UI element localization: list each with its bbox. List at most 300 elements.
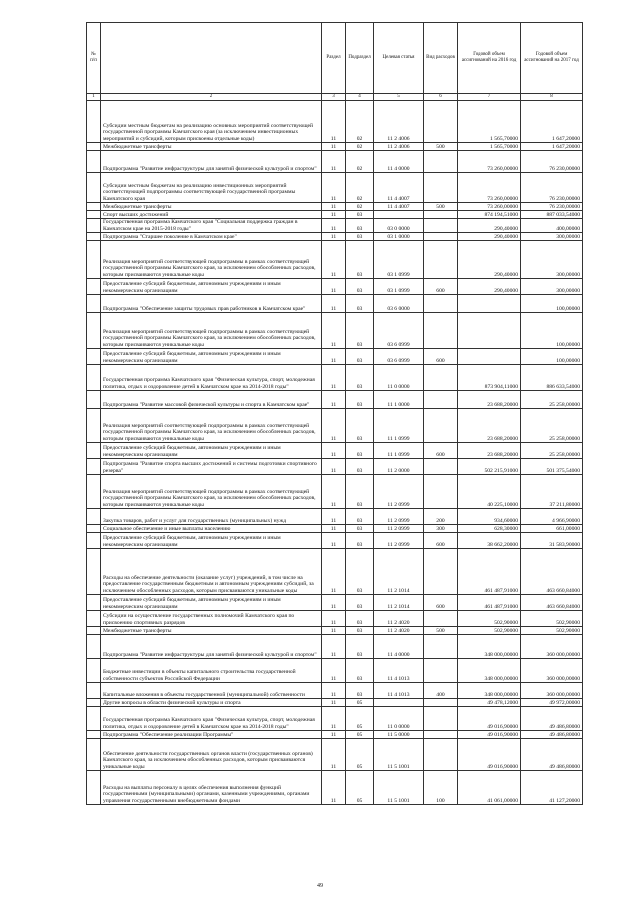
amount-2016-cell: 40 225,10000 (458, 475, 521, 509)
razdel-cell: 11 (322, 211, 346, 219)
podrazdel-cell: 05 (346, 731, 374, 739)
amount-2016-cell: 38 662,20000 (458, 533, 521, 549)
podrazdel-cell: 02 (346, 173, 374, 203)
vid-cell (424, 731, 458, 739)
num-cell (87, 611, 101, 627)
podrazdel-cell: 05 (346, 739, 374, 771)
amount-2017-cell: 76 230,00000 (521, 173, 583, 203)
num-cell (87, 219, 101, 233)
index-cell: 7 (458, 94, 521, 101)
target-cell: 11 4 1013 (374, 683, 424, 699)
razdel-cell: 11 (322, 313, 346, 349)
name-cell: Межбюджетные трансферты (101, 627, 322, 635)
vid-cell (424, 699, 458, 707)
razdel-cell: 11 (322, 635, 346, 659)
podrazdel-cell: 03 (346, 365, 374, 391)
name-cell: Межбюджетные трансферты (101, 203, 322, 211)
target-cell: 11 2 4020 (374, 611, 424, 627)
razdel-cell: 11 (322, 443, 346, 459)
amount-2016-cell: 73 260,00000 (458, 173, 521, 203)
num-cell (87, 295, 101, 313)
razdel-cell: 11 (322, 595, 346, 611)
target-cell: 11 1 0999 (374, 443, 424, 459)
num-cell (87, 349, 101, 365)
amount-2017-cell: 463 660,84000 (521, 549, 583, 595)
name-cell: Реализация мероприятий соответствующей подпрограммы в рамках соответствующей государственной программы Камчатского края, за исключением обособленных расходов, которым присваиваются уникальные коды (101, 241, 322, 279)
target-cell: 03 0 0000 (374, 219, 424, 233)
num-cell (87, 707, 101, 731)
name-cell: Субсидии на осуществление государственных полномочий Камчатского края по присвоению спортивных разрядов (101, 611, 322, 627)
vid-cell: 500 (424, 627, 458, 635)
vid-cell (424, 295, 458, 313)
amount-2017-cell: 501 375,54000 (521, 459, 583, 475)
amount-2017-cell: 661,00000 (521, 525, 583, 533)
target-cell: 03 1 0000 (374, 233, 424, 241)
table-row (87, 533, 583, 549)
razdel-cell: 11 (322, 707, 346, 731)
target-cell: 11 1 0999 (374, 409, 424, 443)
vid-cell (424, 611, 458, 627)
header-razdel: Раздел (322, 23, 346, 94)
razdel-cell: 11 (322, 459, 346, 475)
num-cell (87, 443, 101, 459)
vid-cell (424, 233, 458, 241)
amount-2017-cell: 360 000,00000 (521, 635, 583, 659)
podrazdel-cell: 03 (346, 525, 374, 533)
vid-cell (424, 219, 458, 233)
podrazdel-cell: 03 (346, 683, 374, 699)
target-cell: 11 2 4006 (374, 143, 424, 151)
table-row (87, 731, 583, 739)
target-cell: 11 2 0000 (374, 459, 424, 475)
index-cell: 3 (322, 94, 346, 101)
razdel-cell: 11 (322, 143, 346, 151)
amount-2016-cell: 1 565,70000 (458, 101, 521, 143)
vid-cell: 300 (424, 525, 458, 533)
table-row (87, 295, 583, 313)
num-cell (87, 313, 101, 349)
name-cell: Реализация мероприятий соответствующей подпрограммы в рамках соответствующей государственной программы Камчатского края, за исключением обособленных расходов, которым присваиваются уникальные коды (101, 313, 322, 349)
vid-cell: 400 (424, 683, 458, 699)
amount-2017-cell: 31 583,90000 (521, 533, 583, 549)
amount-2016-cell: 1 565,70000 (458, 143, 521, 151)
podrazdel-cell: 03 (346, 509, 374, 525)
podrazdel-cell: 03 (346, 295, 374, 313)
num-cell (87, 525, 101, 533)
razdel-cell: 11 (322, 659, 346, 683)
target-cell: 11 4 0000 (374, 151, 424, 173)
page-number: 49 (317, 883, 323, 889)
target-cell: 03 6 0999 (374, 313, 424, 349)
table-row (87, 739, 583, 771)
amount-2017-cell: 100,00000 (521, 349, 583, 365)
amount-2017-cell: 502,90000 (521, 611, 583, 627)
razdel-cell: 11 (322, 173, 346, 203)
name-cell: Подпрограмма "Обеспечение защиты трудовых прав работников в Камчатском крае" (101, 295, 322, 313)
target-cell (374, 211, 424, 219)
num-cell (87, 151, 101, 173)
amount-2017-cell: 41 127,20000 (521, 771, 583, 805)
target-cell: 03 1 0999 (374, 241, 424, 279)
podrazdel-cell: 05 (346, 771, 374, 805)
vid-cell (424, 707, 458, 731)
table-row (87, 233, 583, 241)
razdel-cell: 11 (322, 151, 346, 173)
name-cell: Подпрограмма "Обеспечение реализации Программы" (101, 731, 322, 739)
table-row (87, 549, 583, 595)
podrazdel-cell: 03 (346, 475, 374, 509)
amount-2016-cell: 348 000,00000 (458, 635, 521, 659)
amount-2016-cell: 934,60000 (458, 509, 521, 525)
amount-2017-cell: 502,90000 (521, 627, 583, 635)
vid-cell (424, 241, 458, 279)
amount-2017-cell: 100,00000 (521, 313, 583, 349)
razdel-cell: 11 (322, 279, 346, 295)
vid-cell (424, 409, 458, 443)
podrazdel-cell: 03 (346, 635, 374, 659)
amount-2017-cell: 25 258,00000 (521, 391, 583, 409)
table-row (87, 173, 583, 203)
table-row (87, 203, 583, 211)
name-cell: Предоставление субсидий бюджетным, автономным учреждениям и иным некоммерческим организациям (101, 349, 322, 365)
num-cell (87, 233, 101, 241)
razdel-cell: 11 (322, 241, 346, 279)
podrazdel-cell: 03 (346, 611, 374, 627)
razdel-cell: 11 (322, 533, 346, 549)
amount-2016-cell: 348 000,00000 (458, 659, 521, 683)
amount-2016-cell: 290,40000 (458, 233, 521, 241)
podrazdel-cell: 03 (346, 659, 374, 683)
num-cell (87, 365, 101, 391)
index-cell: 2 (101, 94, 322, 101)
razdel-cell: 11 (322, 349, 346, 365)
podrazdel-cell: 03 (346, 533, 374, 549)
num-cell (87, 635, 101, 659)
name-cell: Подпрограмма "Развитие инфраструктуры для занятий физической культурой и спортом" (101, 151, 322, 173)
amount-2017-cell: 360 000,00000 (521, 659, 583, 683)
amount-2016-cell: 873 904,11000 (458, 365, 521, 391)
target-cell: 11 5 1001 (374, 771, 424, 805)
amount-2016-cell: 290,40000 (458, 241, 521, 279)
name-cell: Обеспечение деятельности государственных органов власти (государственных органов) Камчатского края, за исключением обособленных расходов, которым присваиваются уникальные коды (101, 739, 322, 771)
amount-2016-cell: 874 194,51000 (458, 211, 521, 219)
num-cell (87, 627, 101, 635)
header-2016: Годовой объем ассигнований на 2016 год (458, 23, 521, 94)
amount-2017-cell: 300,00000 (521, 279, 583, 295)
target-cell: 11 4 4007 (374, 173, 424, 203)
amount-2016-cell: 461 487,91000 (458, 595, 521, 611)
name-cell: Межбюджетные трансферты (101, 143, 322, 151)
name-cell: Капитальные вложения в объекты государственной (муниципальной) собственности (101, 683, 322, 699)
amount-2017-cell: 76 230,00000 (521, 151, 583, 173)
vid-cell (424, 211, 458, 219)
amount-2016-cell: 461 487,91000 (458, 549, 521, 595)
target-cell: 11 2 0999 (374, 509, 424, 525)
razdel-cell: 11 (322, 233, 346, 241)
num-cell (87, 203, 101, 211)
vid-cell: 500 (424, 203, 458, 211)
num-cell (87, 683, 101, 699)
name-cell: Расходы на выплаты персоналу в целях обеспечения выполнения функций государственными (муниципальными) органами, казенными учреждениями, органами управления государственными внебюджетными фондами (101, 771, 322, 805)
num-cell (87, 533, 101, 549)
amount-2017-cell: 1 647,20000 (521, 101, 583, 143)
target-cell: 03 1 0999 (374, 279, 424, 295)
name-cell: Государственная программа Камчатского края "Физическая культура, спорт, молодежная политика, отдых и оздоровление детей в Камчатском крае на 2014-2018 годы" (101, 365, 322, 391)
amount-2017-cell: 37 211,80000 (521, 475, 583, 509)
table-row (87, 151, 583, 173)
target-cell: 11 2 0999 (374, 475, 424, 509)
amount-2016-cell: 502 215,91000 (458, 459, 521, 475)
num-cell (87, 459, 101, 475)
amount-2017-cell: 76 230,00000 (521, 203, 583, 211)
num-cell (87, 731, 101, 739)
vid-cell (424, 313, 458, 349)
amount-2017-cell: 400,00000 (521, 219, 583, 233)
amount-2016-cell: 502,90000 (458, 611, 521, 627)
razdel-cell: 11 (322, 409, 346, 443)
num-cell (87, 739, 101, 771)
amount-2017-cell: 4 966,90000 (521, 509, 583, 525)
razdel-cell: 11 (322, 611, 346, 627)
razdel-cell: 11 (322, 549, 346, 595)
amount-2016-cell: 628,30000 (458, 525, 521, 533)
name-cell: Закупка товаров, работ и услуг для государственных (муниципальных) нужд (101, 509, 322, 525)
amount-2016-cell: 49 016,90000 (458, 707, 521, 731)
podrazdel-cell: 05 (346, 707, 374, 731)
amount-2016-cell (458, 295, 521, 313)
table-row (87, 219, 583, 233)
name-cell: Субсидии местным бюджетам на реализацию инвестиционных мероприятий соответствующей подпрограммы соответствующей государственной программы Камчатского края (101, 173, 322, 203)
amount-2016-cell: 49 016,90000 (458, 731, 521, 739)
target-cell: 03 6 0999 (374, 349, 424, 365)
budget-table (86, 22, 583, 805)
razdel-cell: 11 (322, 699, 346, 707)
num-cell (87, 211, 101, 219)
amount-2016-cell: 290,40000 (458, 219, 521, 233)
name-cell: Подпрограмма "Развитие инфраструктуры для занятий физической культурой и спортом" (101, 635, 322, 659)
amount-2017-cell: 887 033,54000 (521, 211, 583, 219)
table-row (87, 101, 583, 143)
num-cell (87, 699, 101, 707)
name-cell: Предоставление субсидий бюджетным, автономным учреждениям и иным некоммерческим организациям (101, 279, 322, 295)
num-cell (87, 475, 101, 509)
razdel-cell: 11 (322, 627, 346, 635)
name-cell: Спорт высших достижений (101, 211, 322, 219)
table-row (87, 475, 583, 509)
num-cell (87, 549, 101, 595)
podrazdel-cell: 03 (346, 279, 374, 295)
table-row (87, 241, 583, 279)
table-row (87, 635, 583, 659)
razdel-cell: 11 (322, 509, 346, 525)
table-row (87, 525, 583, 533)
target-cell: 11 2 0999 (374, 533, 424, 549)
amount-2017-cell: 360 000,00000 (521, 683, 583, 699)
amount-2016-cell: 49 016,90000 (458, 739, 521, 771)
vid-cell: 600 (424, 349, 458, 365)
amount-2016-cell: 290,40000 (458, 279, 521, 295)
amount-2016-cell: 23 688,20000 (458, 443, 521, 459)
amount-2016-cell: 73 260,00000 (458, 203, 521, 211)
table-row (87, 683, 583, 699)
name-cell: Государственная программа Камчатского края "Социальная поддержка граждан в Камчатском крае на 2015-2018 годы" (101, 219, 322, 233)
razdel-cell: 11 (322, 731, 346, 739)
podrazdel-cell: 02 (346, 143, 374, 151)
podrazdel-cell: 02 (346, 151, 374, 173)
header-target: Целевая статья (374, 23, 424, 94)
razdel-cell: 11 (322, 391, 346, 409)
table-row (87, 279, 583, 295)
vid-cell: 200 (424, 509, 458, 525)
header-num: № п/п (87, 23, 101, 94)
target-cell: 11 4 1013 (374, 659, 424, 683)
razdel-cell: 11 (322, 365, 346, 391)
num-cell (87, 595, 101, 611)
amount-2016-cell: 41 061,00000 (458, 771, 521, 805)
table-row (87, 459, 583, 475)
table-row (87, 771, 583, 805)
header-row (87, 23, 583, 94)
header-name (101, 23, 322, 94)
podrazdel-cell: 03 (346, 627, 374, 635)
name-cell: Расходы на обеспечение деятельности (оказание услуг) учреждений, в том числе на предоставление государственным бюджетным и автономным учреждениям субсидий, за исключением обособленных расходов, которым присваиваются уникальные коды (101, 549, 322, 595)
razdel-cell: 11 (322, 101, 346, 143)
target-cell: 11 1 0000 (374, 391, 424, 409)
amount-2017-cell: 300,00000 (521, 241, 583, 279)
target-cell: 11 5 0000 (374, 731, 424, 739)
name-cell: Государственная программа Камчатского края "Физическая культура, спорт, молодежная политика, отдых и оздоровление детей в Камчатском крае на 2014-2018 годы" (101, 707, 322, 731)
podrazdel-cell: 03 (346, 549, 374, 595)
podrazdel-cell: 03 (346, 211, 374, 219)
amount-2017-cell: 100,00000 (521, 295, 583, 313)
amount-2017-cell: 49 972,00000 (521, 699, 583, 707)
vid-cell: 100 (424, 771, 458, 805)
vid-cell: 500 (424, 143, 458, 151)
razdel-cell: 11 (322, 771, 346, 805)
name-cell: Предоставление субсидий бюджетным, автономным учреждениям и иным некоммерческим организациям (101, 533, 322, 549)
table-row (87, 699, 583, 707)
name-cell: Субсидии местным бюджетам на реализацию основных мероприятий соответствующей государственной программы Камчатского края (за исключением инвестиционных мероприятий и субсидий, которым присвоены отдельные коды) (101, 101, 322, 143)
name-cell: Бюджетные инвестиции в объекты капитального строительства государственной собственности субъектов Российской Федерации (101, 659, 322, 683)
razdel-cell: 11 (322, 295, 346, 313)
num-cell (87, 771, 101, 805)
podrazdel-cell: 03 (346, 459, 374, 475)
amount-2016-cell: 23 688,20000 (458, 409, 521, 443)
podrazdel-cell: 02 (346, 101, 374, 143)
vid-cell: 600 (424, 279, 458, 295)
amount-2016-cell: 49 478,12000 (458, 699, 521, 707)
name-cell: Другие вопросы в области физической культуры и спорта (101, 699, 322, 707)
target-cell: 11 2 4006 (374, 101, 424, 143)
target-cell: 11 0 0000 (374, 707, 424, 731)
vid-cell (424, 635, 458, 659)
amount-2016-cell: 348 000,00000 (458, 683, 521, 699)
podrazdel-cell: 03 (346, 241, 374, 279)
amount-2017-cell: 1 647,20000 (521, 143, 583, 151)
podrazdel-cell: 03 (346, 409, 374, 443)
podrazdel-cell: 03 (346, 219, 374, 233)
razdel-cell: 11 (322, 219, 346, 233)
podrazdel-cell: 03 (346, 443, 374, 459)
table-row (87, 627, 583, 635)
table-row (87, 659, 583, 683)
amount-2016-cell: 73 260,00000 (458, 151, 521, 173)
table-row (87, 349, 583, 365)
target-cell: 11 0 0000 (374, 365, 424, 391)
vid-cell: 600 (424, 533, 458, 549)
num-cell (87, 409, 101, 443)
podrazdel-cell: 02 (346, 203, 374, 211)
name-cell: Социальное обеспечение и иные выплаты населению (101, 525, 322, 533)
amount-2016-cell (458, 349, 521, 365)
vid-cell (424, 391, 458, 409)
table-row (87, 595, 583, 611)
vid-cell (424, 739, 458, 771)
amount-2017-cell: 300,00000 (521, 233, 583, 241)
name-cell: Предоставление субсидий бюджетным, автономным учреждениям и иным некоммерческим организациям (101, 443, 322, 459)
index-cell: 6 (424, 94, 458, 101)
podrazdel-cell: 03 (346, 391, 374, 409)
podrazdel-cell: 03 (346, 313, 374, 349)
table-row (87, 611, 583, 627)
amount-2017-cell: 49 486,80000 (521, 707, 583, 731)
vid-cell (424, 365, 458, 391)
num-cell (87, 391, 101, 409)
razdel-cell: 11 (322, 739, 346, 771)
vid-cell (424, 459, 458, 475)
vid-cell: 600 (424, 443, 458, 459)
name-cell: Реализация мероприятий соответствующей подпрограммы в рамках соответствующей государственной программы Камчатского края, за исключением обособленных расходов, которым присваиваются уникальные коды (101, 409, 322, 443)
table-row (87, 509, 583, 525)
name-cell: Подпрограмма "Развитие массовой физической культуры и спорта в Камчатском крае" (101, 391, 322, 409)
razdel-cell: 11 (322, 683, 346, 699)
razdel-cell: 11 (322, 203, 346, 211)
amount-2016-cell: 502,90000 (458, 627, 521, 635)
amount-2017-cell: 463 660,84000 (521, 595, 583, 611)
index-cell: 4 (346, 94, 374, 101)
vid-cell: 600 (424, 595, 458, 611)
num-cell (87, 101, 101, 143)
table-row (87, 365, 583, 391)
index-cell: 5 (374, 94, 424, 101)
table-row (87, 443, 583, 459)
amount-2017-cell: 886 633,54000 (521, 365, 583, 391)
vid-cell (424, 151, 458, 173)
target-cell: 03 6 0000 (374, 295, 424, 313)
header-vid: Вид расходов (424, 23, 458, 94)
index-cell: 8 (521, 94, 583, 101)
num-cell (87, 173, 101, 203)
table-row (87, 143, 583, 151)
vid-cell (424, 475, 458, 509)
name-cell: Реализация мероприятий соответствующей подпрограммы в рамках соответствующей государственной программы Камчатского края, за исключением обособленных расходов, которым присваиваются уникальные коды (101, 475, 322, 509)
table-body (87, 101, 583, 805)
amount-2017-cell: 49 486,80000 (521, 731, 583, 739)
header-podrazdel: Подраздел (346, 23, 374, 94)
table-row (87, 707, 583, 731)
num-cell (87, 509, 101, 525)
target-cell: 11 2 4020 (374, 627, 424, 635)
amount-2017-cell: 25 258,00000 (521, 409, 583, 443)
amount-2016-cell (458, 313, 521, 349)
name-cell: Подпрограмма "Развитие спорта высших достижений и системы подготовки спортивного резерва" (101, 459, 322, 475)
podrazdel-cell: 03 (346, 349, 374, 365)
amount-2017-cell: 25 258,00000 (521, 443, 583, 459)
table-row (87, 391, 583, 409)
target-cell: 11 4 0000 (374, 635, 424, 659)
header-2017: Годовой объем ассигнований на 2017 год (521, 23, 583, 94)
amount-2017-cell: 49 486,80000 (521, 739, 583, 771)
